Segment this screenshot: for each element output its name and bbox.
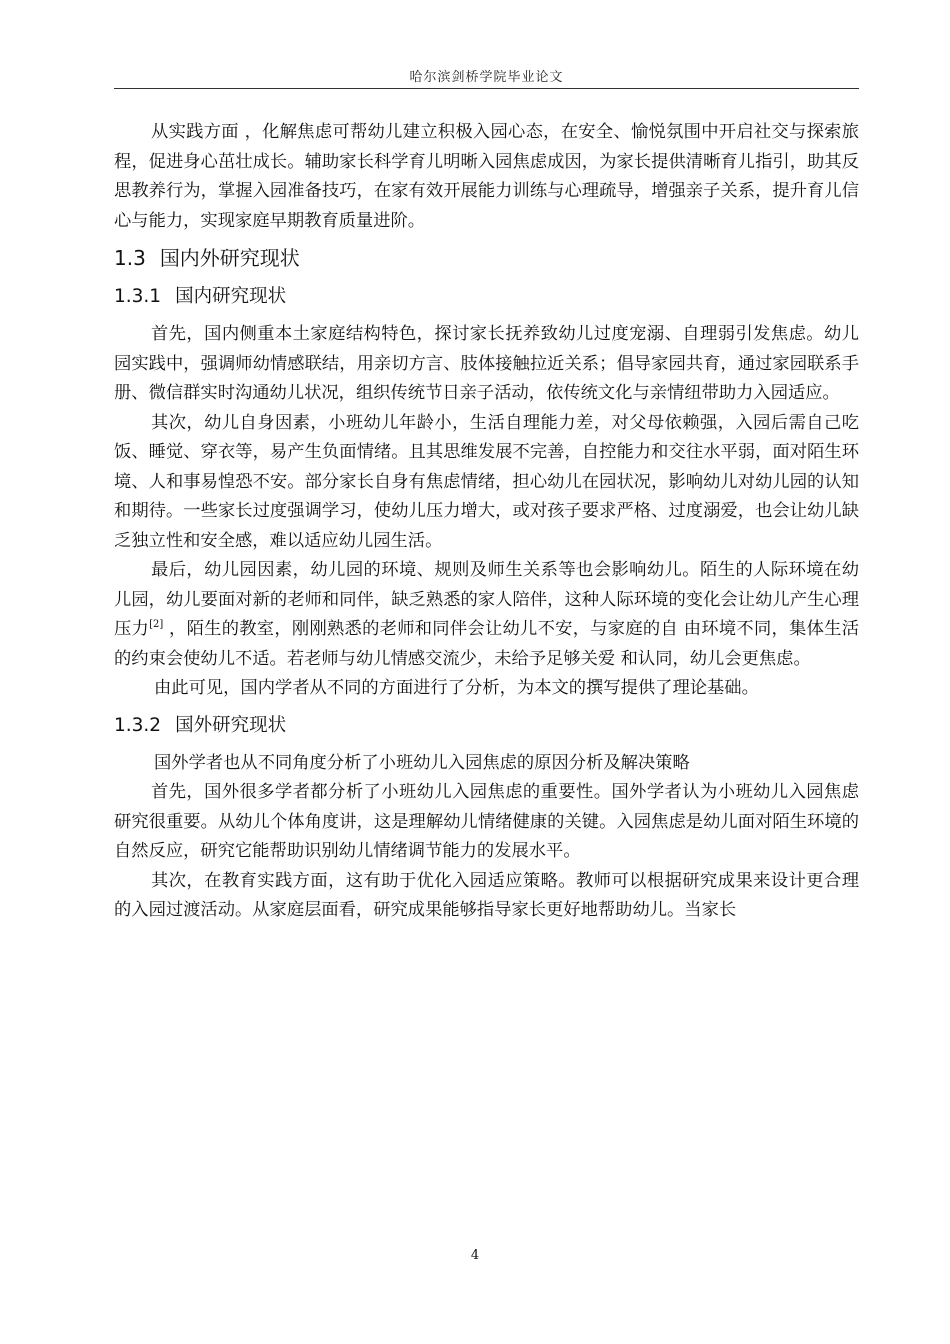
page-body: [114, 118, 859, 926]
header-divider: [114, 88, 859, 89]
page-number: 4: [470, 1248, 480, 1263]
subsection-heading-1-3-2: [114, 711, 859, 741]
paragraph-text: 最后，幼儿园因素，幼儿园的环境、规则及师生关系等也会影响幼儿。陌生的人际环境在幼儿园，幼儿要面对新的老师和同伴，缺乏熟悉的家人陪伴，这种人际环境的变化会让幼儿产生心理压力: [114, 560, 859, 639]
section-heading-1-3: [114, 242, 859, 274]
section-title: 国内外研究现状: [159, 246, 300, 270]
body-paragraph: 从实践方面 ，化解焦虑可帮幼儿建立积极入园心态，在安全、愉悦氛围中开启社交与探索旅程，促进身心茁壮成长。辅助家长科学育儿明晰入园焦虑成因，为家长提供清晰育儿指引，助其反思教养行为，掌握入园准备技巧，在家有效开展能力训练与心理疏导，增强亲子关系，提升育儿信心与能力，实现家庭早期教育质量进阶。: [114, 122, 859, 231]
body-paragraph: 其次，幼儿自身因素，小班幼儿年龄小，生活自理能力差，对父母依赖强，入园后需自己吃饭、睡觉、穿衣等，易产生负面情绪。且其思维发展不完善，自控能力和交往水平弱，面对陌生环境、人和事易惶恐不安。部分家长自身有焦虑情绪，担心幼儿在园状况，影响幼儿对幼儿园的认知和期待。一些家长过度强调学习，使幼儿压力增大，或对孩子要求严格、过度溺爱，也会让幼儿缺乏独立性和安全感，难以适应幼儿园生活。: [114, 412, 859, 551]
body-paragraph: 国外学者也从不同角度分析了小班幼儿入园焦虑的原因分析及解决策略: [154, 752, 690, 773]
subsection-heading-1-3-1: [114, 282, 859, 312]
paragraph-text: ，陌生的教室，刚刚熟悉的老师和同伴会让幼儿不安，与家庭的自 由环境不同，集体生活的约束会使幼儿不适。若老师与幼儿情感交流少，未给予足够关爱 和认同，幼儿会更焦虑。: [114, 619, 859, 669]
body-paragraph-with-citation: [114, 556, 859, 674]
subsection-title: 国内研究现状: [175, 286, 287, 307]
body-paragraph: 首先，国外很多学者都分析了小班幼儿入园焦虑的重要性。国外学者认为小班幼儿入园焦虑研究很重要。从幼儿个体角度讲，这是理解幼儿情绪健康的关键。入园焦虑是幼儿面对陌生环境的自然反应，研究它能帮助识别幼儿情绪调节能力的发展水平。: [114, 782, 859, 861]
body-paragraph: 其次，在教育实践方面，这有助于优化入园适应策略。教师可以根据研究成果来设计更合理的入园过渡活动。从家庭层面看，研究成果能够指导家长更好地帮助幼儿。当家长: [114, 870, 859, 920]
body-paragraph: 由此可见，国内学者从不同的方面进行了分析，为本文的撰写提供了理论基础。: [154, 678, 759, 698]
subsection-title: 国外研究现状: [175, 714, 287, 736]
body-paragraph: 首先，国内侧重本土家庭结构特色，探讨家长抚养致幼儿过度宠溺、自理弱引发焦虑。幼儿园实践中，强调师幼情感联结，用亲切方言、肢体接触拉近关系；倡导家园共育，通过家园联系手册、微信群实时沟通幼儿状况，组织传统节日亲子活动，依传统文化与亲情纽带助力入园适应。: [114, 324, 859, 403]
citation-ref[interactable]: [2]: [149, 619, 164, 630]
page-header-title: 哈尔滨剑桥学院毕业论文: [409, 70, 564, 85]
section-number: 1.3: [114, 246, 146, 270]
subsection-number: 1.3.1: [114, 286, 162, 307]
subsection-number: 1.3.2: [114, 714, 162, 736]
